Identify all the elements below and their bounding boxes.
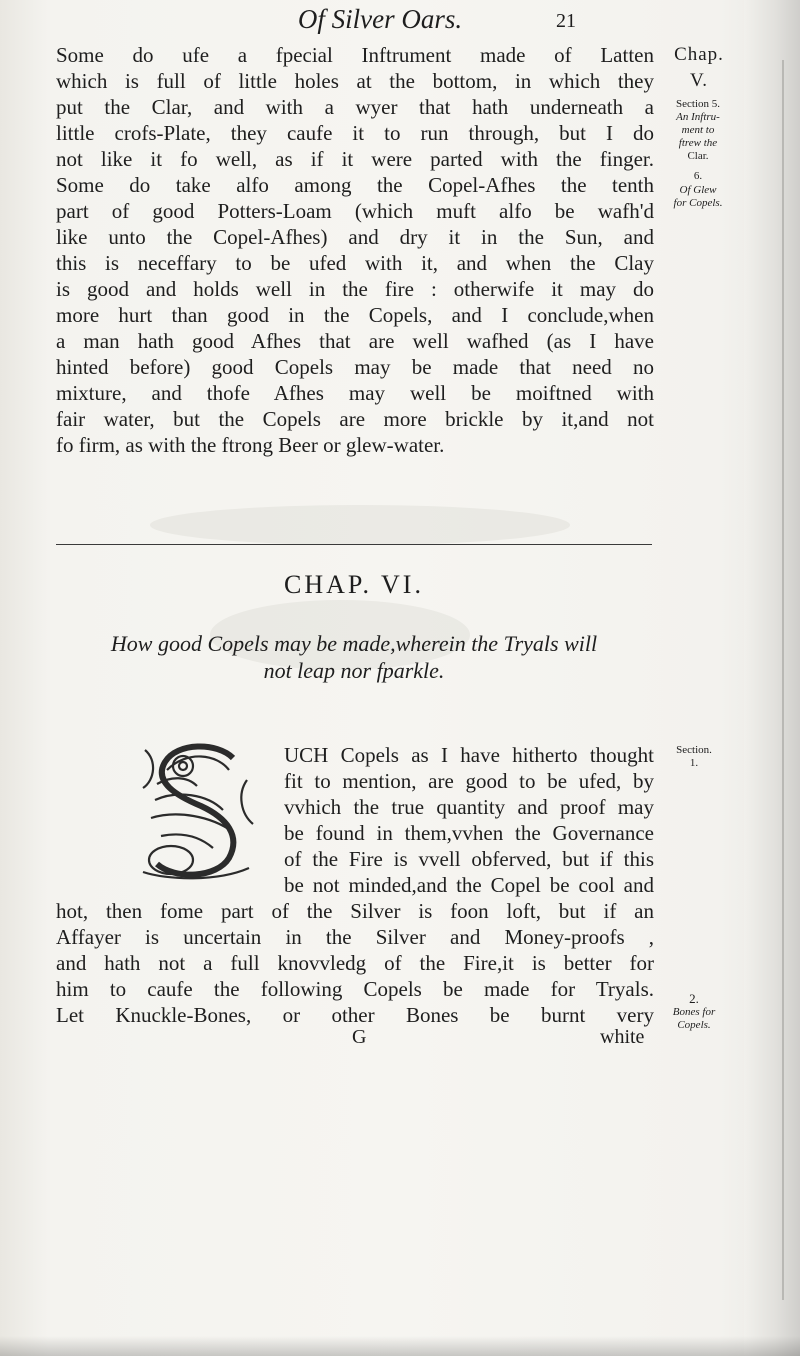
text-line: be found in them,vvhen the Governance (284, 821, 654, 845)
margin-note-line: ftrew the (678, 137, 718, 149)
text-line: mixture, and thofe Afhes may well be moiftned with (56, 381, 654, 405)
text-line: not like it fo well, as if it were parted with the finger. (56, 147, 654, 171)
margin-note-line: Clar. (687, 150, 709, 162)
page-bottom-shadow (0, 1336, 800, 1356)
text-line: little crofs-Plate, they caufe it to run through, but I do (56, 121, 654, 145)
margin-section-number: 2. (689, 991, 699, 1006)
margin-chap-number: V. (689, 70, 709, 91)
text-line: is good and holds well in the fire : otherwife it may do (56, 277, 654, 301)
drop-cap-ornament-icon (137, 740, 257, 882)
text-line: a man hath good Afhes that are well wafhed (as I have (56, 329, 654, 353)
text-line: be not minded,and the Copel be cool and (284, 873, 654, 897)
margin-note-line: Bones for (672, 1006, 716, 1018)
margin-chap-label: Chap. (674, 44, 724, 65)
margin-note-line: Copels. (677, 1019, 711, 1031)
catchword: white (600, 1026, 645, 1048)
text-line: hot, then fome part of the Silver is foon loft, but if an (56, 899, 654, 923)
text-line: fair water, but the Copels are more brickle by it,and not (56, 407, 654, 431)
margin-note-line: ment to (681, 124, 715, 136)
margin-note-line: Of Glew (679, 184, 717, 196)
chapter-subtitle: not leap nor fparkle. (263, 658, 445, 683)
text-line: vvhich the true quantity and proof may (284, 795, 654, 819)
text-line: Some do take alfo among the Copel-Afhes the tenth (56, 173, 654, 197)
page-edge (744, 0, 800, 1356)
chapter-rule (56, 544, 652, 545)
print-smudge (150, 505, 570, 545)
text-line: more hurt than good in the Copels, and I conclude,when (56, 303, 654, 327)
margin-note-line: An Inftru- (676, 111, 720, 123)
page-number: 21 (556, 10, 576, 32)
text-line: like unto the Copel-Afhes) and dry it in the Sun, and (56, 225, 654, 249)
margin-note-line: for Copels. (673, 197, 723, 209)
margin-section-label: Section. (676, 744, 712, 756)
running-title: Of Silver Oars. (297, 4, 463, 34)
text-line: UCH Copels as I have hitherto thought (284, 743, 654, 767)
margin-section-number: 6. (693, 170, 703, 182)
signature-mark: G (352, 1026, 367, 1048)
text-line: fo firm, as with the ftrong Beer or glew-water. (56, 433, 445, 457)
text-line: fit to mention, are good to be ufed, by (284, 769, 654, 793)
text-line: Let Knuckle-Bones, or other Bones be burnt very (56, 1003, 654, 1027)
text-line: which is full of little holes at the bottom, in which they (56, 69, 654, 93)
text-line: hinted before) good Copels may be made that need no (56, 355, 654, 379)
text-line: Affayer is uncertain in the Silver and Money-proofs , (56, 925, 654, 949)
chapter-heading: CHAP. VI. (284, 570, 424, 599)
text-line: him to caufe the following Copels be made for Tryals. (56, 977, 654, 1001)
chapter-subtitle: How good Copels may be made,wherein the Tryals will (110, 631, 598, 656)
text-line: put the Clar, and with a wyer that hath underneath a (56, 95, 654, 119)
text-line: this is neceffary to be ufed with it, and when the Clay (56, 251, 654, 275)
text-line: and hath not a full knovvledg of the Fire,it is better for (56, 951, 654, 975)
margin-section-label: Section 5. (676, 98, 720, 110)
text-line: Some do ufe a fpecial Inftrument made of Latten (56, 43, 654, 67)
text-line: of the Fire is vvell obferved, but if this (284, 847, 654, 871)
text-line: part of good Potters-Loam (which muft alfo be wafh'd (56, 199, 654, 223)
margin-section-number: 1. (689, 757, 699, 769)
